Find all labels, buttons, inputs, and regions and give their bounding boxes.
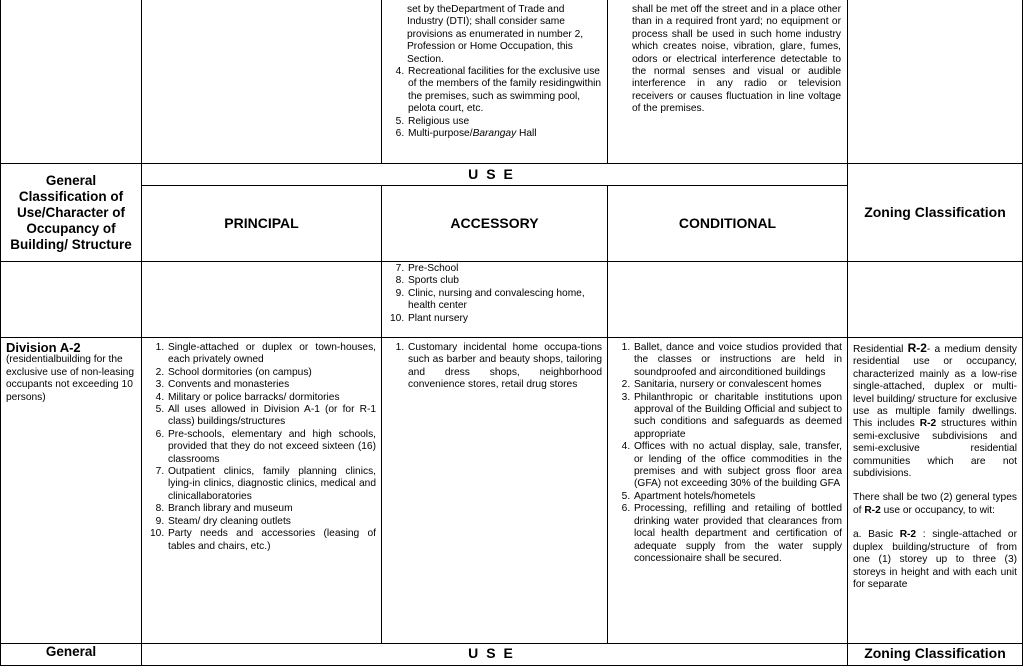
list-item: 4. Recreational facilities for the exclusive use of the members of the family residingwithin the premises, such as swimming pool, pelota court, etc. <box>407 66 602 116</box>
footer-general-header: General <box>1 644 142 666</box>
list-item: 2. Sanitaria, nursery or convalescent homes <box>633 379 842 391</box>
list-item: 1. Customary incidental home occupa-tions such as barber and beauty shops, tailoring and dress shops, neighborhood convenience stores, retail drug stores <box>407 342 602 392</box>
principal-cell <box>142 338 382 644</box>
header-row <box>1 164 1023 186</box>
footer-use-header: USE <box>142 644 848 666</box>
accessory-cell <box>382 338 608 644</box>
carryover-row <box>1 262 1023 338</box>
list-item: 9. Steam/ dry cleaning outlets <box>167 516 376 528</box>
zoning-cell <box>848 338 1023 644</box>
continuation-accessory-cell <box>382 0 608 164</box>
principal-list <box>147 342 376 553</box>
list-item: 3. Philanthropic or charitable institutions upon approval of the Building Official and subject to such conditions and safeguards as deemed appropriate <box>633 392 842 442</box>
list-item: 7. Outpatient clinics, family planning clinics, lying-in clinics, diagnostic clinics, medical and clinicallaboratories <box>167 466 376 503</box>
principal-header: PRINCIPAL <box>142 186 382 262</box>
conditional-cell <box>608 338 848 644</box>
list-item: 5. All uses allowed in Division A-1 (or for R-1 class) buildings/structures <box>167 404 376 429</box>
list-item: 3. Convents and monasteries <box>167 379 376 391</box>
division-a2-row <box>1 338 1023 644</box>
zoning-classification-header: Zoning Classification <box>848 164 1023 262</box>
zoning-paragraph-2: There shall be two (2) general types of R-2 use or occupancy, to wit: <box>853 492 1017 516</box>
list-item: 1. Single-attached or duplex or town-houses, each privately owned <box>167 342 376 367</box>
footer-zoning-header: Zoning Classification <box>848 644 1023 666</box>
list-item: 6. Multi-purpose/Barangay Hall <box>407 128 602 140</box>
continuation-accessory-list <box>387 66 602 140</box>
conditional-list <box>613 342 842 565</box>
continuation-conditional-cell: shall be met off the street and in a place other than in a required front yard; no equipment or process shall be used in such home industry which creates noise, vibration, glare, fumes, odors or electrical interference detectable to the normal senses and visual or audible interference in any radio or television receivers or causes fluctuation in line voltage of the premises. <box>608 0 848 164</box>
list-item: 7. Pre-School <box>407 263 602 275</box>
list-item: 9. Clinic, nursing and convalescing home, health center <box>407 288 602 313</box>
accessory-list <box>387 342 602 392</box>
continuation-row <box>1 0 1023 164</box>
list-item: 6. Pre-schools, elementary and high schools, provided that they do not exceed sixteen (16) classrooms <box>167 429 376 466</box>
list-item: 10. Party needs and accessories (leasing of tables and chairs, etc.) <box>167 528 376 553</box>
list-item: 8. Sports club <box>407 275 602 287</box>
list-item: 2. School dormitories (on campus) <box>167 367 376 379</box>
list-item: 1. Ballet, dance and voice studios provided that the classes or instructions are held in soundproofed and airconditioned buildings <box>633 342 842 379</box>
carryover-accessory-cell <box>382 262 608 338</box>
division-description: (residentialbuilding for the exclusive use of non-leasing occupants not exceeding 10 persons) <box>6 354 134 403</box>
list-item: 4. Offices with no actual display, sale, transfer, or lending of the office commodities in the premises and with subject gross floor area (GFA) not exceeding 30% of the building GFA <box>633 441 842 491</box>
continuation-accessory-lines: set by theDepartment of Trade and Industry (DTI); shall consider same provisions as enumerated in number 2, Profession or Home Occupation, this Section. <box>407 4 584 65</box>
zoning-paragraph-3: a. Basic R-2 : single-attached or duplex building/structure of from one (1) storey up to three (3) storeys in height and with each unit for separate <box>853 529 1017 590</box>
zoning-paragraph-1: Residential R-2- a medium density residential use or occupancy, characterized mainly as a low-rise single-attached, duplex or multi-level building/ structure for exclusive use as multiple family dwellings. This includes R-2 structures within semi-exclusive subdivisions and semi-exclusive residential communities which are not subdivisions. <box>853 341 1018 480</box>
accessory-header: ACCESSORY <box>382 186 608 262</box>
list-item: 6. Processing, refilling and retailing of bottled drinking water provided that clearances from local health department and certification of adequate supply from the water supply concessionaire shall be secured. <box>633 503 842 565</box>
general-classification-header: General Classification of Use/Character of Occupancy of Building/ Structure <box>1 164 142 262</box>
list-item: 10. Plant nursery <box>407 313 602 325</box>
conditional-header: CONDITIONAL <box>608 186 848 262</box>
list-item: 8. Branch library and museum <box>167 503 376 515</box>
list-item: 5. Apartment hotels/hometels <box>633 491 842 503</box>
list-item: 5. Religious use <box>407 116 602 128</box>
list-item: 4. Military or police barracks/ dormitories <box>167 392 376 404</box>
footer-header-row <box>1 644 1023 666</box>
division-title: Division A-2 <box>6 340 81 355</box>
carryover-accessory-list <box>387 263 602 325</box>
use-header: USE <box>142 164 848 186</box>
division-cell <box>1 338 142 644</box>
